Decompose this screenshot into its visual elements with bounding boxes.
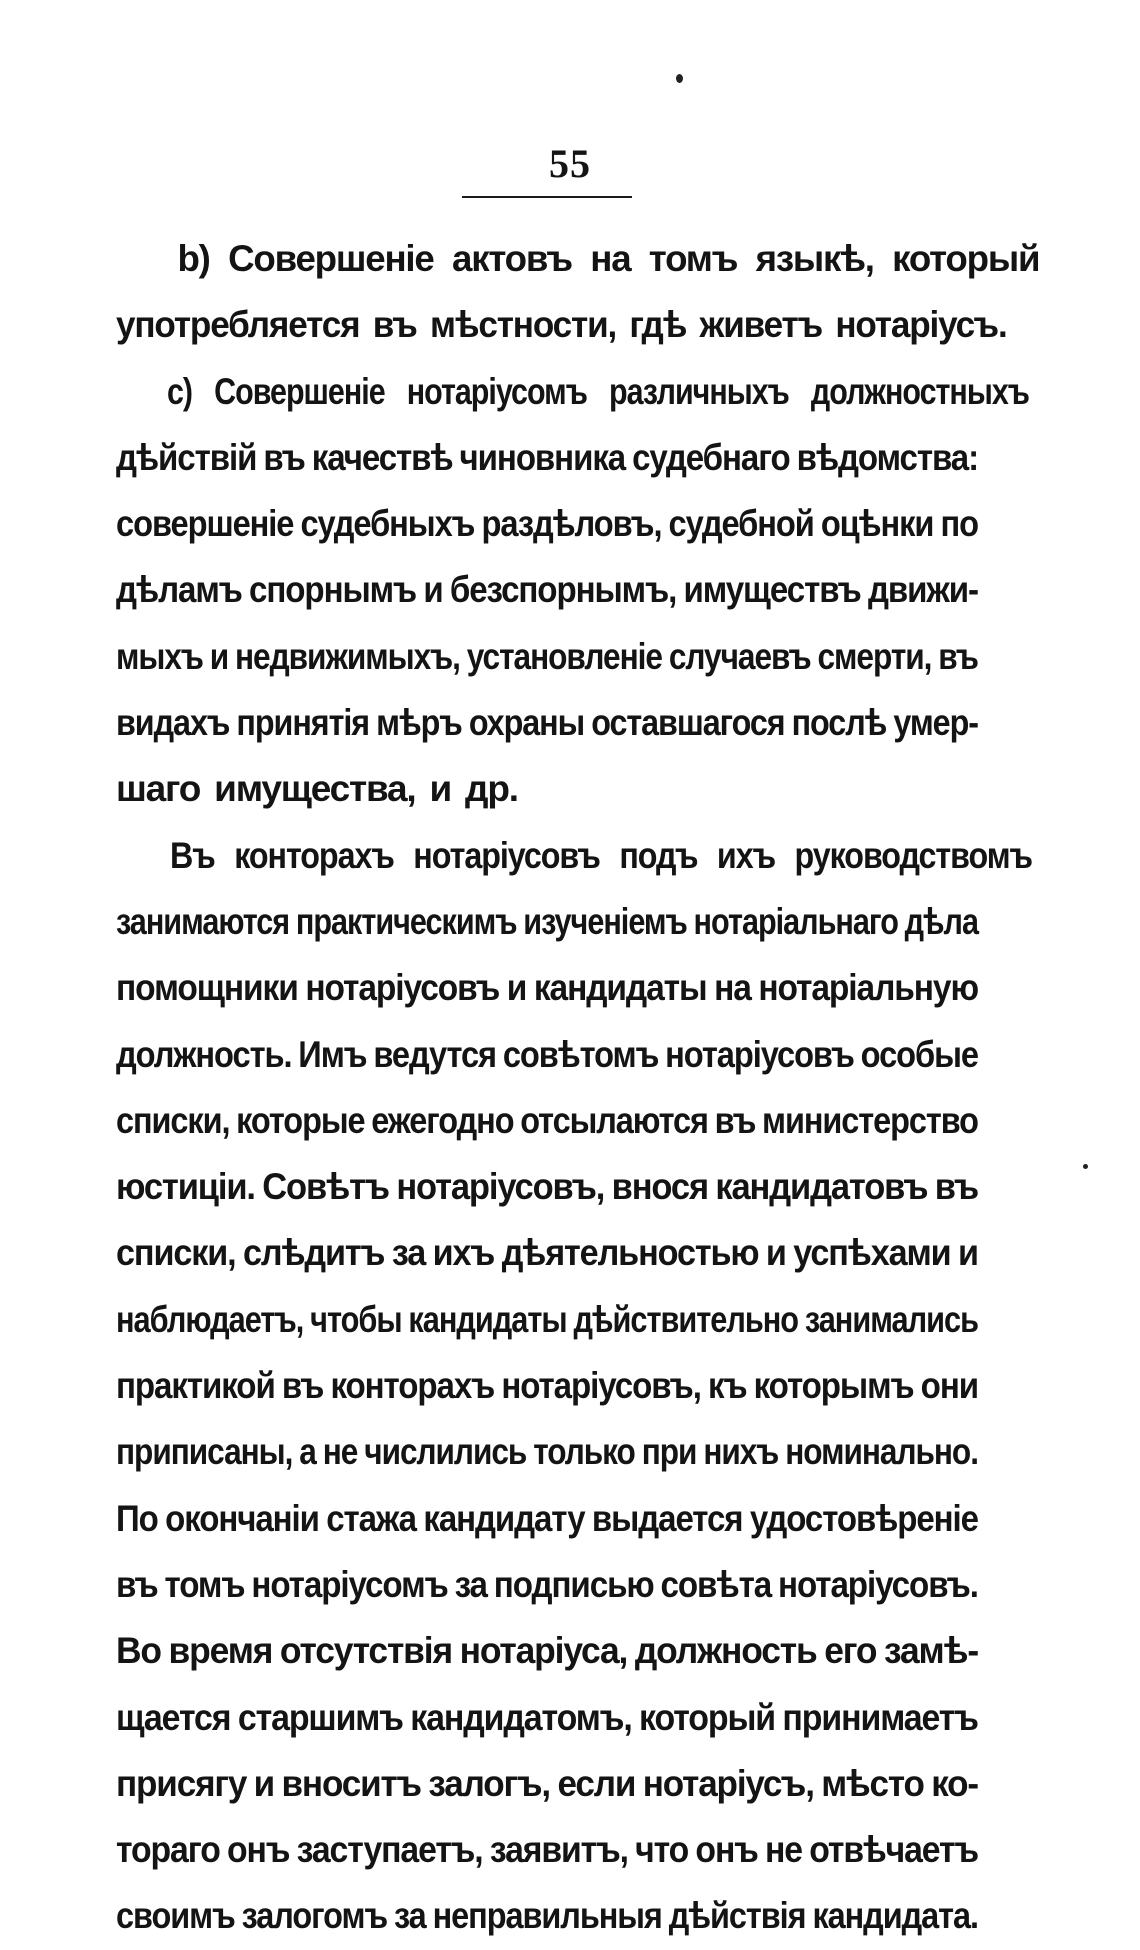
text-line — [116, 624, 978, 690]
word: старшимъ — [237, 1696, 403, 1738]
word: щается — [116, 1696, 231, 1738]
word: мѣстности, — [430, 304, 617, 346]
word: послѣ — [791, 702, 887, 744]
word: Совершеніе — [214, 370, 385, 412]
word: вноситъ — [281, 1762, 421, 1804]
word: чиновника — [459, 436, 626, 478]
word: отсылаются — [520, 1099, 708, 1141]
word: за — [391, 1232, 426, 1274]
word: принятія — [236, 702, 370, 744]
word: не — [765, 1829, 802, 1871]
word: заступаетъ, — [296, 1829, 483, 1871]
word: конторахъ — [234, 834, 394, 876]
word: на — [590, 238, 631, 279]
text-line — [116, 889, 978, 955]
word: конторахъ — [330, 1365, 495, 1407]
text-line — [116, 756, 978, 822]
text-line — [116, 1419, 978, 1485]
word: время — [168, 1630, 273, 1672]
word: кандидаты — [408, 1298, 567, 1340]
word: Имъ — [298, 1033, 367, 1075]
word: качествѣ — [311, 436, 453, 478]
word: различныхъ — [608, 370, 789, 412]
text-line — [116, 425, 978, 491]
word: они — [920, 1365, 979, 1407]
word: имуществъ — [683, 569, 861, 611]
word: живетъ — [699, 304, 823, 346]
word: занимались — [804, 1298, 978, 1340]
word: должность. — [116, 1033, 292, 1075]
word: По — [116, 1497, 158, 1539]
word: ежегодно — [371, 1099, 514, 1141]
word: министерство — [762, 1099, 978, 1141]
word: залогъ, — [428, 1762, 551, 1804]
word: b) — [177, 238, 210, 279]
text-line — [116, 1685, 978, 1751]
word: Въ — [170, 834, 215, 876]
word: ихъ — [716, 834, 776, 876]
word: движи- — [867, 569, 978, 611]
page-number: 55 — [549, 141, 591, 186]
word: нотаріусовъ — [305, 967, 500, 1009]
word: видахъ — [116, 702, 230, 744]
text-line — [116, 690, 978, 756]
word: отвѣчаетъ — [809, 1829, 978, 1871]
word: оцѣнки — [820, 503, 934, 545]
word: кандидатовъ — [715, 1166, 928, 1208]
word: онъ — [695, 1829, 758, 1871]
word: нотаріусовъ, — [396, 1166, 605, 1208]
word: ихъ — [432, 1232, 495, 1274]
word: только — [533, 1431, 635, 1473]
word: дѣламъ — [116, 569, 242, 611]
word: нотаріусовъ — [665, 1033, 854, 1075]
word: томъ — [648, 238, 738, 279]
word: шаго — [116, 768, 201, 810]
word: присягу — [116, 1762, 247, 1804]
word: практическимъ — [295, 900, 517, 942]
word: томъ — [164, 1563, 245, 1605]
word: заявитъ, — [489, 1829, 628, 1871]
ink-speck-top — [676, 74, 683, 83]
word: замѣ- — [884, 1630, 978, 1672]
word: Совѣтъ — [262, 1166, 389, 1208]
word: оставшагося — [591, 702, 785, 744]
word: ко- — [931, 1762, 978, 1804]
word: и — [958, 1232, 978, 1274]
word: онъ — [227, 1829, 290, 1871]
text-line — [116, 1486, 978, 1552]
word: въ — [938, 635, 978, 677]
word: окончаніи — [165, 1497, 319, 1539]
word: за — [394, 1895, 426, 1937]
text-line — [116, 359, 1029, 425]
word: безспорнымъ, — [449, 569, 677, 611]
word: за — [454, 1563, 487, 1605]
word: и — [253, 1762, 275, 1804]
word: наблюдаетъ, — [116, 1298, 304, 1340]
word: нотаріусомъ — [251, 1563, 448, 1605]
word: номинально. — [785, 1431, 978, 1473]
ink-speck-right — [1083, 1164, 1088, 1169]
text-line — [116, 226, 1039, 292]
word: нотаріусомъ — [406, 370, 587, 412]
word: удостовѣреніе — [749, 1497, 978, 1539]
word: раздѣловъ, — [481, 503, 662, 545]
word: числились — [364, 1431, 527, 1473]
word: по — [940, 503, 979, 545]
word: нотаріальнаго — [693, 900, 898, 942]
word: въ — [372, 304, 417, 346]
text-line — [116, 1751, 978, 1817]
text-line — [116, 1817, 978, 1883]
word: смерти, — [817, 635, 932, 677]
word: слѣдитъ — [243, 1232, 385, 1274]
word: приписаны, — [116, 1431, 293, 1473]
word: нотаріусовъ, — [501, 1365, 701, 1407]
word: кандидатомъ, — [410, 1696, 632, 1738]
word: чтобы — [310, 1298, 402, 1340]
word: залогомъ — [241, 1895, 388, 1937]
word: недвижимыхъ, — [234, 635, 460, 677]
text-line — [116, 1618, 978, 1684]
word: дѣла — [904, 900, 979, 942]
word: въ — [281, 1365, 324, 1407]
text-line — [116, 1220, 978, 1286]
word: гдѣ — [629, 304, 687, 346]
word: нотаріусовъ. — [777, 1563, 978, 1605]
word: нотаріусъ. — [835, 304, 1007, 346]
word: дѣйствій — [116, 436, 257, 478]
word: занимаются — [116, 900, 290, 942]
word: который — [892, 238, 1040, 279]
word: нотаріусовъ — [413, 834, 600, 876]
word: случаевъ — [668, 635, 811, 677]
text-line — [116, 955, 978, 1021]
word: въ — [116, 1563, 158, 1605]
word: юстиціи. — [116, 1166, 255, 1208]
word: который — [639, 1696, 776, 1738]
word: при — [641, 1431, 697, 1473]
word: его — [824, 1630, 877, 1672]
word: кандидата. — [812, 1895, 978, 1937]
word: совѣта — [660, 1563, 772, 1605]
word: кандидату — [423, 1497, 585, 1539]
word: дѣйствительно — [573, 1298, 799, 1340]
word: охраны — [468, 702, 585, 744]
word: списки, — [116, 1099, 230, 1141]
word: что — [635, 1829, 689, 1871]
text-line — [116, 1022, 978, 1088]
word: должностныхъ — [810, 370, 1029, 412]
word: къ — [707, 1365, 747, 1407]
word: тораго — [116, 1829, 220, 1871]
word: успѣхами — [793, 1232, 951, 1274]
word: изученіемъ — [523, 900, 687, 942]
text-line — [116, 1883, 978, 1949]
word: не — [322, 1431, 358, 1473]
word: нотаріальную — [758, 967, 979, 1009]
word: выдается — [591, 1497, 743, 1539]
text-line — [116, 1353, 978, 1419]
word: дѣятельностью — [501, 1232, 759, 1274]
word: а — [299, 1431, 316, 1473]
word: умер- — [893, 702, 978, 744]
word: нотаріуса, — [459, 1630, 628, 1672]
word: если — [557, 1762, 636, 1804]
word: принимаетъ — [782, 1696, 978, 1738]
word: на — [714, 967, 751, 1009]
word: дѣйствія — [668, 1895, 806, 1937]
word: мыхъ — [116, 635, 203, 677]
word: въ — [714, 1099, 756, 1141]
word: списки, — [116, 1232, 236, 1274]
word: особые — [860, 1033, 978, 1075]
text-line — [116, 292, 1007, 358]
word: судебной — [668, 503, 814, 545]
word: нотаріусъ, — [642, 1762, 814, 1804]
word: въ — [263, 436, 305, 478]
word: Во — [116, 1630, 161, 1672]
text-line — [116, 1088, 978, 1154]
word: которые — [236, 1099, 365, 1141]
word: и — [423, 569, 443, 611]
word: языкѣ, — [755, 238, 874, 279]
word: совѣтомъ — [502, 1033, 659, 1075]
word: ведутся — [373, 1033, 497, 1075]
text-line — [116, 823, 1032, 889]
text-line — [116, 491, 978, 557]
word: практикой — [116, 1365, 275, 1407]
word: и — [506, 967, 527, 1009]
word: установленіе — [466, 635, 662, 677]
word: помощники — [116, 967, 298, 1009]
text-line — [116, 557, 978, 623]
word: судебнаго — [632, 436, 790, 478]
word: спорнымъ — [249, 569, 417, 611]
word: употребляется — [116, 304, 360, 346]
body-text — [116, 226, 1040, 1950]
word: мѣръ — [376, 702, 462, 744]
word: подъ — [619, 834, 698, 876]
word: и — [429, 768, 452, 810]
word: c) — [166, 370, 193, 412]
word: и — [765, 1232, 786, 1274]
word: руководствомъ — [794, 834, 1033, 876]
text-line — [116, 1154, 978, 1220]
word: мѣсто — [821, 1762, 924, 1804]
word: внося — [611, 1166, 708, 1208]
word: совершеніе — [116, 503, 294, 545]
word: въ — [934, 1166, 979, 1208]
word: стажа — [326, 1497, 416, 1539]
text-line — [116, 1552, 978, 1618]
word: отсутствія — [279, 1630, 452, 1672]
header-rule — [462, 196, 632, 198]
text-line — [116, 1287, 978, 1353]
word: актовъ — [452, 238, 572, 279]
word: и — [209, 635, 229, 677]
word: Совершеніе — [228, 238, 434, 279]
word: вѣдомства: — [796, 436, 979, 478]
word: своимъ — [116, 1895, 235, 1937]
word: которымъ — [753, 1365, 914, 1407]
word: кандидаты — [533, 967, 707, 1009]
word: нихъ — [703, 1431, 779, 1473]
word: неправильныя — [432, 1895, 662, 1937]
word: др. — [465, 768, 518, 810]
word: судебныхъ — [300, 503, 475, 545]
word: имущества, — [214, 768, 416, 810]
word: должность — [634, 1630, 817, 1672]
word: подписью — [493, 1563, 654, 1605]
